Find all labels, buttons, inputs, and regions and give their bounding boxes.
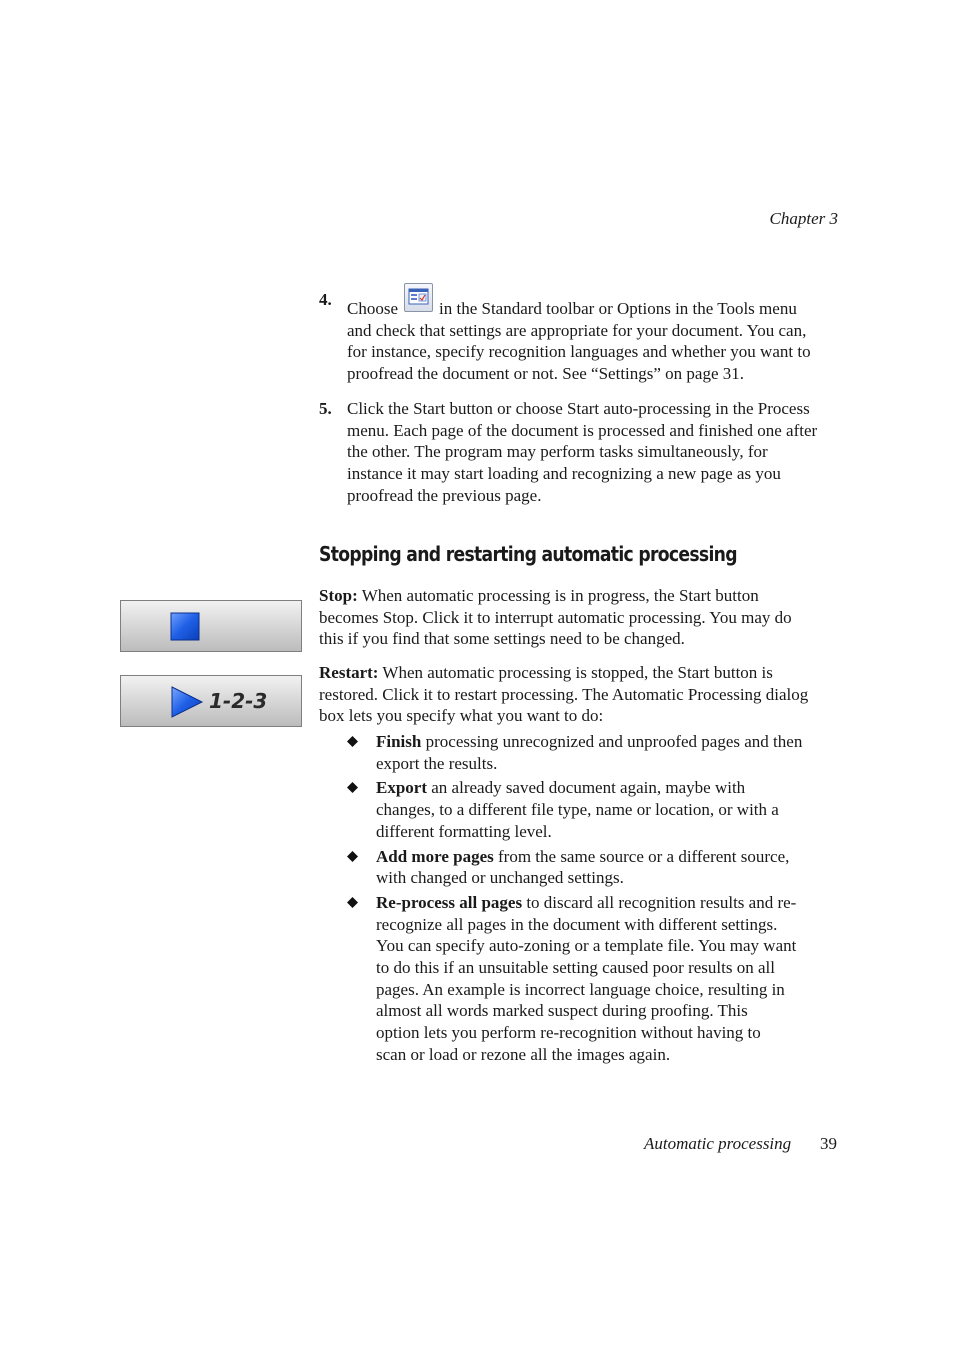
bullet-term: Add more pages [376, 846, 494, 866]
step-number: 5. [319, 399, 332, 418]
bullet-line: to do this if an unsuitable setting caused poor results on all [376, 958, 775, 978]
restart-button-text: 1-2-3 [209, 689, 268, 713]
bullet-line: different formatting level. [376, 821, 552, 841]
restart-button[interactable] [120, 675, 302, 727]
bullet-text: to discard all recognition results and re- [526, 892, 797, 912]
step-line: Click the Start button or choose Start auto-processing in the Process [347, 399, 810, 418]
options-icon [404, 283, 433, 312]
step-line: instance it may start loading and recognizing a new page as you [347, 464, 781, 484]
diamond-bullet-icon [347, 897, 358, 908]
step-line: proofread the document or not. See “Settings” on page 31. [347, 364, 745, 384]
bullet-term: Finish [376, 732, 422, 751]
restart-line [319, 662, 839, 684]
step-text: in the Standard toolbar or Options in the Tools menu [439, 299, 797, 318]
stop-paragraph [319, 585, 839, 650]
bullet-line: export the results. [376, 753, 498, 773]
diamond-bullet-icon [347, 782, 358, 793]
bullet-line: almost all words marked suspect during proofing. This [376, 1001, 748, 1021]
step-line: menu. Each page of the document is processed and finished one after [347, 420, 818, 440]
list-item [347, 777, 817, 842]
bullet-text: from the same source or a different source, [498, 846, 790, 866]
bullet-line: with changed or unchanged settings. [376, 868, 624, 888]
section-heading: Stopping and restarting automatic processing [319, 542, 737, 566]
restart-text: When automatic processing is stopped, the Start button is [382, 663, 773, 682]
step-line: for instance, specify recognition languages and whether you want to [347, 342, 811, 362]
stop-label: Stop: [319, 586, 358, 605]
bullet-line: option lets you perform re-recognition without having to [376, 1023, 761, 1043]
bullet-line: pages. An example is incorrect language choice, resulting in [376, 979, 785, 999]
step-body [347, 289, 839, 385]
footer-title: Automatic processing [644, 1134, 792, 1153]
bullet-line [376, 846, 817, 868]
bullet-line [376, 731, 817, 753]
restart-line: box lets you specify what you want to do: [319, 706, 604, 726]
bullet-line [376, 777, 817, 799]
step-number: 4. [319, 290, 332, 309]
bullet-text: processing unrecognized and unproofed pages and then [425, 732, 803, 751]
stop-button[interactable] [120, 600, 302, 652]
bullet-text: an already saved document again, maybe with [431, 778, 746, 798]
stop-line: becomes Stop. Click it to interrupt automatic processing. You may do [319, 607, 792, 627]
stop-line [319, 585, 839, 607]
running-head: Chapter 3 [769, 209, 838, 228]
restart-paragraph [319, 662, 839, 727]
bullet-term: Re-process all pages [376, 892, 523, 912]
step-5 [319, 398, 839, 508]
step-text: Choose [347, 299, 398, 318]
step-4 [319, 289, 839, 384]
bullet-line: scan or load or rezone all the images again. [376, 1044, 671, 1064]
options-icon-graphic [405, 284, 432, 311]
page-number: 39 [820, 1134, 837, 1153]
list-item [347, 892, 817, 1066]
list-item [347, 846, 817, 889]
restart-line: restored. Click it to restart processing. The Automatic Processing dialog [319, 684, 809, 704]
diamond-bullet-icon [347, 736, 358, 747]
diamond-bullet-icon [347, 851, 358, 862]
bullet-term: Export [376, 778, 427, 798]
bullet-line: recognize all pages in the document with different settings. [376, 914, 778, 934]
play-arrow-icon [169, 685, 205, 719]
step-line: the other. The program may perform tasks simultaneously, for [347, 442, 768, 462]
restart-label: Restart: [319, 663, 379, 682]
step-line: proofread the previous page. [347, 485, 542, 505]
list-item [347, 731, 817, 774]
stop-text: When automatic processing is in progress, the Start button [361, 586, 759, 605]
step-line [347, 289, 839, 320]
bullet-list [347, 731, 817, 1069]
step-line: and check that settings are appropriate for your document. You can, [347, 320, 807, 340]
step-body [347, 398, 839, 507]
bullet-line: changes, to a different file type, name or location, or with a [376, 800, 779, 820]
stop-square-icon [170, 612, 202, 642]
bullet-line [376, 892, 817, 914]
stop-line: this if you find that some settings need to be changed. [319, 629, 685, 649]
bullet-line: You can specify auto-zoning or a template file. You may want [376, 936, 797, 956]
